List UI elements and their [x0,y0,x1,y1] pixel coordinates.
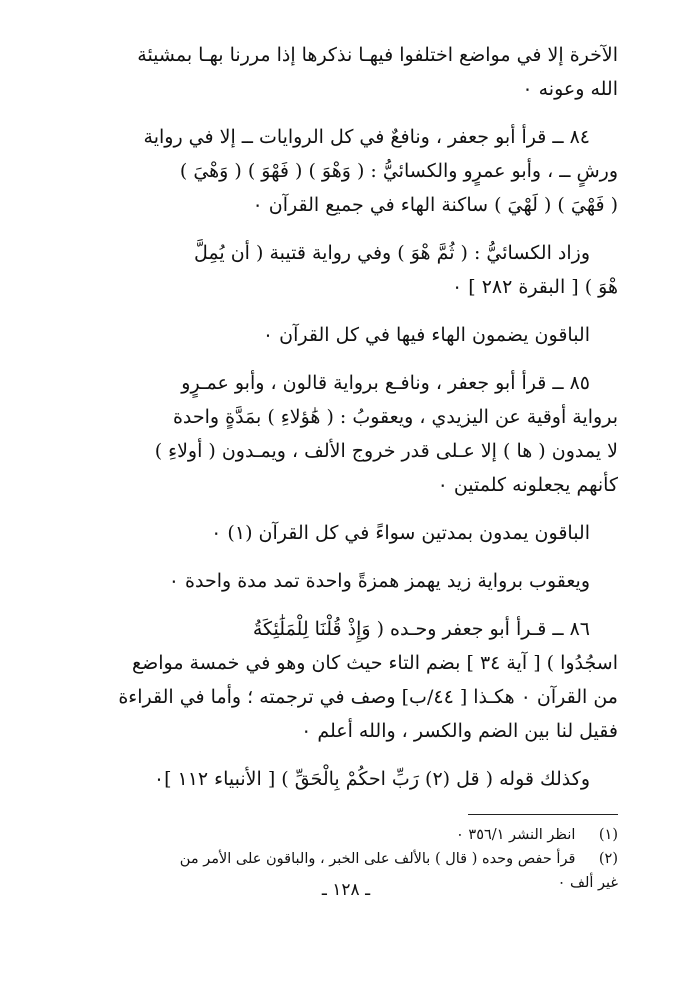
section-86-line-2: اسجُدُوا ) [ آية ٣٤ ] بضم التاء حيث كان وهو في خمسة مواضع [132,652,618,674]
section-84-line-1: ٨٤ ــ قرأ أبو جعفر ، ونافعٌ في كل الروايات ــ إلا في رواية [143,126,590,148]
addition-line-2: هْوَ ) [ البقرة ٢٨٢ ] ٠ [451,276,618,298]
section-86-line-3: من القرآن ٠ هكـذا [ ٤٤/ب] وصف في ترجمته ؛ وأما في القراءة [118,686,618,708]
footnote-divider [468,814,618,815]
section-86-line-4: فقيل لنا بين الضم والكسر ، والله أعلم ٠ [301,720,618,742]
text-line-1: الآخرة إلا في مواضع اختلفوا فيهـا نذكرها إذا مررنا بهـا بمشيئة [137,44,618,66]
footnote-1 [100,823,618,847]
yaqub-line: ويعقوب برواية زيد يهمز همزةً واحدة تمد مدة واحدة ٠ [168,570,590,592]
section-85-line-3: لا يمدون ( ها ) إلا عـلى قدر خروج الألف ، ويمـدون ( أولاءِ ) [154,440,618,462]
likewise-line: وكذلك قوله ( قل (٢) رَبِّ احكُمْ بِالْحَقِّ ) [ الأنبياء ١١٢ ]٠ [153,768,590,790]
footnote-1-number: (١) [598,827,618,843]
section-84-line-2: ورشٍ ــ ، وأبو عمرٍو والكسائيُّ : ( وَهْوَ ) ( فَهْوَ ) ( وَهْيَ ) [179,160,618,182]
section-85-line-2: برواية أوقية عن اليزيدي ، ويعقوبُ : ( هَٰؤلاءِ ) بمَدَّةٍ واحدة [172,406,618,428]
section-84-line-3: ( فَهْيَ ) ( لَهْيَ ) ساكنة الهاء في جميع القرآن ٠ [252,194,618,216]
page-number: ـ ١٢٨ ـ [321,880,371,900]
footnote-2-continued-text: غير ألف ٠ [557,875,618,891]
section-85-line-4: كأنهم يجعلونه كلمتين ٠ [437,474,618,496]
remaining-readers-line: الباقون يضمون الهاء فيها في كل القرآن ٠ [262,324,590,346]
text-line-2: الله وعونه ٠ [522,78,618,100]
remaining-readers-line-2: الباقون يمدون بمدتين سواءً في كل القرآن (١) ٠ [211,522,590,544]
addition-line-1: وزاد الكسائيُّ : ( ثُمَّ هْوَ ) وفي رواية قتيبة ( أن يُمِلَّ [194,242,590,264]
footnote-2-number: (٢) [598,851,618,867]
footnote-2 [100,847,618,871]
section-85-line-1: ٨٥ ــ قرأ أبو جعفر ، ونافـع برواية قالون ، وأبو عمـرٍو [181,372,590,394]
page-body [100,38,618,895]
footnote-2-text: قرأ حفص وحده ( قال ) بالألف على الخبر ، والباقون على الأمر من [179,851,576,867]
footnote-1-text: انظر النشر ٣٥٦/١ ٠ [456,827,576,843]
section-86-line-1: ٨٦ ــ قـرأ أبو جعفر وحـده ( وَإِذْ قُلْنَا لِلْمَلَٰئِكَةُ [252,618,590,640]
